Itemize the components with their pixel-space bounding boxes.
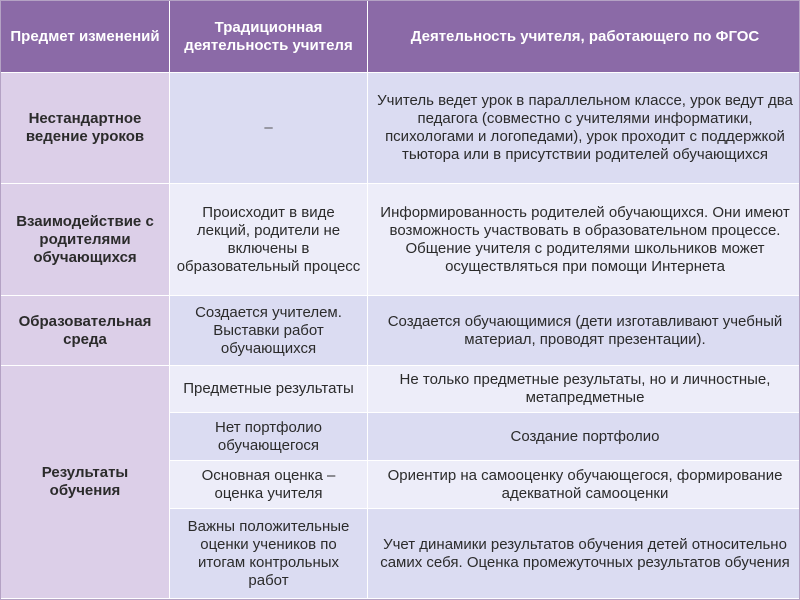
- header-fgos: Деятельность учителя, работающего по ФГОС: [368, 1, 800, 73]
- row-traditional: Важны положительные оценки учеников по итогам контрольных работ: [170, 509, 368, 599]
- row-fgos: Ориентир на самооценку обучающегося, формирование адекватной самооценки: [368, 461, 800, 509]
- row-traditional: Нет портфолио обучающегося: [170, 413, 368, 461]
- table-row: [1, 73, 800, 184]
- row-traditional: Создается учителем. Выставки работ обучающихся: [170, 296, 368, 366]
- header-traditional: Традиционная деятельность учителя: [170, 1, 368, 73]
- table-row: [1, 366, 800, 413]
- row-traditional: Предметные результаты: [170, 366, 368, 413]
- row-fgos: Информированность родителей обучающихся. Они имеют возможность участвовать в образовательном процессе. Общение учителя с родителями школьников может осуществляться при помощи Интернета: [368, 184, 800, 296]
- row-subject-results: Результаты обучения: [1, 366, 170, 599]
- row-subject: Нестандартное ведение уроков: [1, 73, 170, 184]
- row-subject: Образовательная среда: [1, 296, 170, 366]
- row-traditional: Основная оценка – оценка учителя: [170, 461, 368, 509]
- row-fgos: Создается обучающимися (дети изготавливают учебный материал, проводят презентации).: [368, 296, 800, 366]
- table-header-row: [1, 1, 800, 73]
- row-traditional: Происходит в виде лекций, родители не включены в образовательный процесс: [170, 184, 368, 296]
- row-fgos: Учет динамики результатов обучения детей относительно самих себя. Оценка промежуточных результатов обучения: [368, 509, 800, 599]
- row-traditional: –: [170, 73, 368, 184]
- table-row: [1, 296, 800, 366]
- row-fgos: Не только предметные результаты, но и личностные, метапредметные: [368, 366, 800, 413]
- row-fgos: Учитель ведет урок в параллельном классе, урок ведут два педагога (совместно с учителями информатики, психологами и логопедами), урок проходит с поддержкой тьютора или в присутствии родителей обучающихся: [368, 73, 800, 184]
- row-subject: Взаимодействие с родителями обучающихся: [1, 184, 170, 296]
- table-row: [1, 184, 800, 296]
- row-fgos: Создание портфолио: [368, 413, 800, 461]
- header-subject: Предмет изменений: [1, 1, 170, 73]
